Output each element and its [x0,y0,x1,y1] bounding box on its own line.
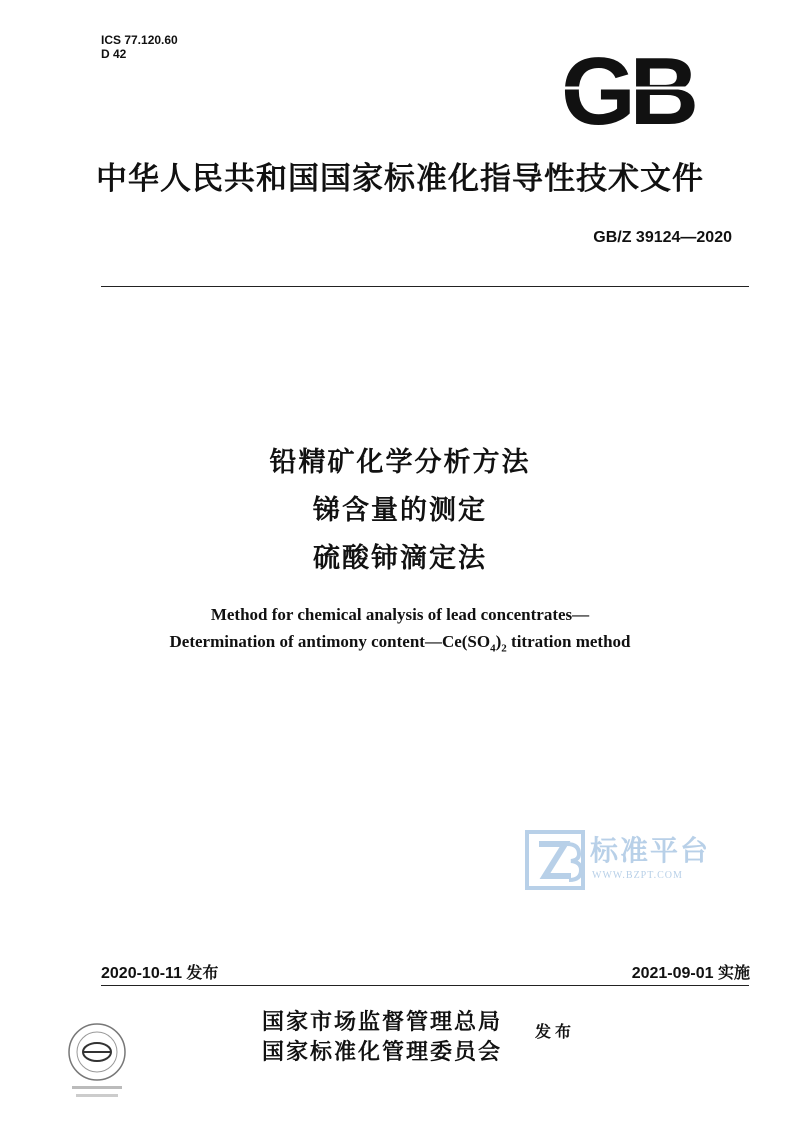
ccs-code: D 42 [101,47,127,61]
publisher-sac: 国家标准化管理委员会 [262,1040,503,1065]
watermark-url: WWW.BZPT.COM [592,870,683,881]
title-en-line-1: Method for chemical analysis of lead concentrates— [210,605,590,624]
document-type: 中华人民共和国国家标准化指导性技术文件 [96,161,704,197]
standard-number: GB/Z 39124—2020 [593,229,732,246]
watermark-brand: 标准平台 [590,834,711,867]
publish-label: 发布 [535,1022,576,1041]
subscript-2: 2 [501,642,507,655]
anti-counterfeit-seal-icon [62,1020,132,1102]
ics-code: ICS 77.120.60 [101,33,178,47]
title-en-mid: ) [495,632,502,651]
implementation-date: 2021-09-01 实施 [631,965,750,982]
subscript-4: 4 [490,642,496,655]
title-zh-line-3: 硫酸铈滴定法 [313,543,487,574]
classification-codes [101,33,178,61]
top-divider [101,286,749,287]
issue-date: 2020-10-11 发布 [101,965,219,982]
title-en-suffix: titration method [506,632,631,651]
title-en-prefix: Determination of antimony content—Ce(SO [169,632,491,651]
gb-logo [546,48,708,132]
publisher-samr: 国家市场监督管理总局 [262,1010,503,1035]
title-zh-line-2: 锑含量的测定 [313,495,487,526]
title-en-line-2 [0,632,800,654]
gb-logo-text: GB [561,48,693,132]
bottom-divider [101,985,749,986]
title-zh-line-1: 铅精矿化学分析方法 [269,447,531,478]
